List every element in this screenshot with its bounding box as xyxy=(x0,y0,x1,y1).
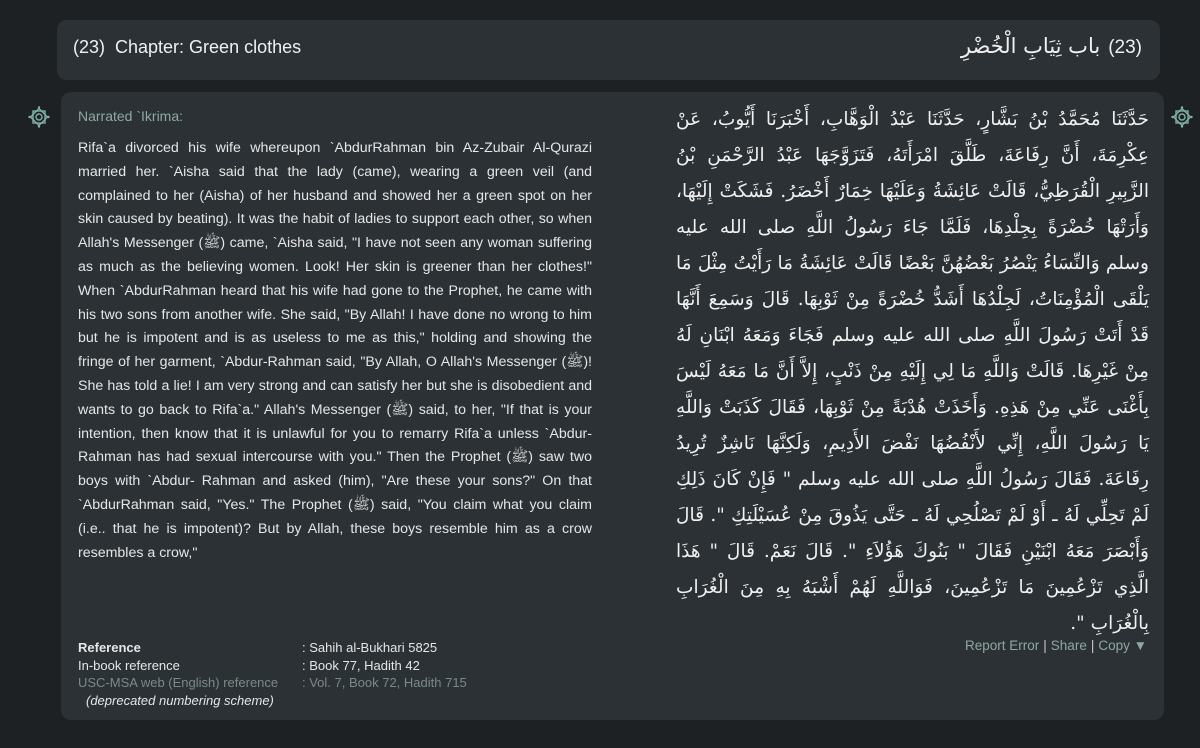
star-flower-icon xyxy=(1171,106,1193,128)
reference-row xyxy=(78,639,467,657)
report-error-link[interactable]: Report Error xyxy=(965,638,1040,653)
inbook-reference-label: In-book reference xyxy=(78,657,180,673)
inbook-reference-row xyxy=(78,657,467,675)
caret-down-icon[interactable]: ▼ xyxy=(1133,638,1147,653)
hadith-arabic-text: حَدَّثَنَا مُحَمَّدُ بْنُ بَشَّارٍ، حَدَّثَنَا عَبْدُ الْوَهَّابِ، أَخْبَرَنَا أَيُّوبُ، عَنْ عِكْرِمَةَ، أَنَّ رِفَاعَةَ، طَلَّقَ امْرَأَتَهُ، فَتَزَوَّجَهَا عَبْدُ الرَّحْمَنِ بْنُ الزَّبِيرِ الْقُرَظِيُّ، قَالَتْ عَائِشَةُ وَعَلَيْهَا خِمَارٌ أَخْضَرُ. فَشَكَتْ إِلَيْهَا، وَأَرَتْهَا خُضْرَةً بِجِلْدِهَا، فَلَمَّا جَاءَ رَسُولُ اللَّهِ صلى الله عليه وسلم وَالنِّسَاءُ يَنْصُرُ بَعْضُهُنَّ بَعْضًا قَالَتْ عَائِشَةُ مَا رَأَيْتُ مِثْلَ مَا يَلْقَى الْمُؤْمِنَاتُ، لَجِلْدُهَا أَشَدُّ خُضْرَةً مِنْ ثَوْبِهَا. قَالَ وَسَمِعَ أَنَّهَا قَدْ أَتَتْ رَسُولَ اللَّهِ صلى الله عليه وسلم فَجَاءَ وَمَعَهُ ابْنَانِ لَهُ مِنْ غَيْرِهَا. قَالَتْ وَاللَّهِ مَا لِي إِلَيْهِ مِنْ ذَنْبٍ، إِلاَّ أَنَّ مَا مَعَهُ لَيْسَ بِأَغْنَى عَنِّي مِنْ هَذِهِ. وَأَخَذَتْ هُدْبَةً مِنْ ثَوْبِهَا، فَقَالَ كَذَبَتْ وَاللَّهِ يَا رَسُولَ اللَّهِ، إِنِّي لأَنْفُضُهَا نَفْضَ الأَدِيمِ، وَلَكِنَّهَا نَاشِزٌ تُرِيدُ رِفَاعَةَ. فَقَالَ رَسُولُ اللَّهِ صلى الله عليه وسلم " فَإِنْ كَانَ ذَلِكِ لَمْ تَحِلِّي لَهُ ـ أَوْ لَمْ تَصْلُحِي لَهُ ـ حَتَّى يَذُوقَ مِنْ عُسَيْلَتِكِ ". قَالَ وَأَبْصَرَ مَعَهُ ابْنَيْنِ فَقَالَ " بَنُوكَ هَؤُلاَءِ ". قَالَ نَعَمْ. قَالَ " هَذَا الَّذِي تَزْعُمِينَ مَا تَزْعُمِينَ، فَوَاللَّهِ لَهُمْ أَشْبَهُ بِهِ مِنَ الْغُرَابِ بِالْغُرَابِ ". xyxy=(676,109,1149,634)
uscmsa-reference-row xyxy=(78,674,467,692)
uscmsa-reference-label: USC-MSA web (English) reference xyxy=(78,675,279,690)
star-flower-icon xyxy=(28,106,50,128)
chapter-title-arabic-text: باب ثِيَابِ الْخُضْرِ xyxy=(960,34,1101,58)
chapter-title-arabic xyxy=(961,34,1142,59)
copy-link[interactable]: Copy xyxy=(1098,638,1130,653)
uscmsa-reference-value: : Vol. 7, Book 72, Hadith 715 xyxy=(302,675,467,690)
separator: | xyxy=(1043,638,1047,653)
chapter-title-english-text: Chapter: Green clothes xyxy=(115,37,302,57)
chapter-header xyxy=(57,20,1160,80)
chapter-title-english xyxy=(73,37,301,58)
chapter-number-english: (23) xyxy=(73,37,106,57)
reference-value: : Sahih al-Bukhari 5825 xyxy=(302,640,438,655)
inbook-reference-value: : Book 77, Hadith 42 xyxy=(302,657,420,673)
hadith-panel xyxy=(61,92,1164,720)
deprecated-note: (deprecated numbering scheme) xyxy=(86,692,274,708)
hadith-narrator: Narrated `Ikrima: xyxy=(78,108,184,124)
separator: | xyxy=(1090,638,1095,653)
hadith-actions xyxy=(965,638,1147,653)
hadith-english-text: Rifa`a divorced his wife whereupon `AbdurRahman bin Az-Zubair Al-Qurazi married her. `Aisha said that the lady (came), wearing a green veil (and complained to her (Aisha) of her husband and showed her a green spot on her skin caused by beating). It was the habit of ladies to support each other, so when Allah's Messenger (ﷺ) came, `Aisha said, "I have not seen any woman suffering as much as the believing women. Look! Her skin is greener than her clothes!" When `AbdurRahman heard that his wife had gone to the Prophet, he came with his two sons from another wife. She said, "By Allah! I have done no wrong to him but he is impotent and is as useless to me as this," holding and showing the fringe of her garment, `Abdur-Rahman said, "By Allah, O Allah's Messenger (ﷺ)! She has told a lie! I am very strong and can satisfy her but she is disobedient and wants to go back to Rifa`a." Allah's Messenger (ﷺ) said, to her, "If that is your intention, then know that it is unlawful for you to remarry Rifa`a unless `Abdur-Rahman has had sexual intercourse with you." Then the Prophet (ﷺ) saw two boys with `Abdur- Rahman and asked (him), "Are these your sons?" On that `AbdurRahman said, "Yes." The Prophet (ﷺ) said, "You claim what you claim (i.e.. that he is impotent)? But by Allah, these boys resemble him as a crow resembles a crow," xyxy=(78,140,592,561)
share-link[interactable]: Share xyxy=(1050,638,1087,653)
chapter-number-arabic: (23) xyxy=(1108,37,1142,58)
reference-table xyxy=(78,639,467,709)
reference-label: Reference xyxy=(78,640,141,655)
